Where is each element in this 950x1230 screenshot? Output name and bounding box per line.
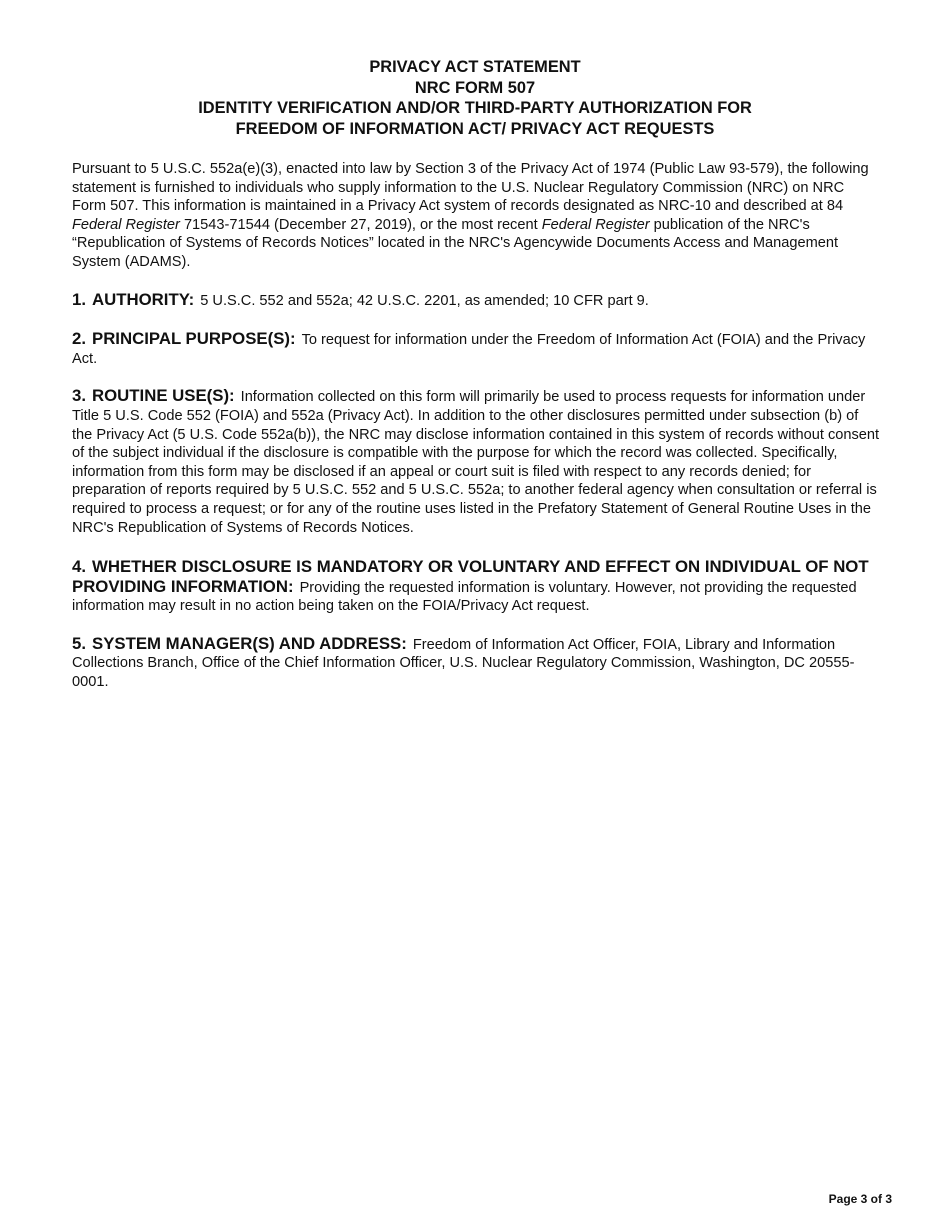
- section-heading: [72, 329, 296, 348]
- title-line-2: NRC FORM 507: [414, 78, 536, 97]
- section-number: 4.: [72, 557, 86, 577]
- page-number: Page 3 of 3: [828, 1192, 892, 1206]
- section-disclosure: [72, 558, 880, 616]
- intro-text-1: Pursuant to 5 U.S.C. 552a(e)(3), enacted into law by Section 3 of the Privacy Act of 1974 (Public Law 93-579), the following statement is furnished to individuals who supply information to the U.S. Nuclear Regulatory Commission (NRC) on NRC Form 507. This information is maintained in a Privacy Act system of records designated as NRC-10 and described at 84: [72, 161, 869, 215]
- section-principal-purpose: [72, 330, 880, 368]
- section-heading: [72, 386, 235, 405]
- title-line-1: PRIVACY ACT STATEMENT: [369, 58, 581, 76]
- section-number: 2.: [72, 329, 86, 349]
- section-text: Freedom of Information Act Officer, FOIA, Library and Information Collections Branch, Office of the Chief Information Officer, U.S. Nuclear Regulatory Commission, Washington, DC 20555-0001.: [72, 636, 855, 691]
- intro-text-2: 71543-71544 (December 27, 2019), or the most recent: [179, 216, 542, 233]
- section-authority: [72, 291, 880, 311]
- intro-italic-2: Federal Register: [541, 216, 650, 233]
- section-heading-text: AUTHORITY:: [92, 289, 195, 309]
- section-routine-use: [72, 387, 880, 537]
- document-title-block: [0, 57, 950, 139]
- section-heading: [72, 290, 194, 309]
- section-number: 5.: [72, 633, 86, 653]
- section-heading-text: PRINCIPAL PURPOSE(S):: [92, 329, 296, 349]
- section-heading-text: SYSTEM MANAGER(S) AND ADDRESS:: [92, 633, 407, 653]
- section-system-manager: [72, 635, 880, 692]
- section-number: 3.: [72, 386, 86, 406]
- section-text: Information collected on this form will primarily be used to process requests for information under Title 5 U.S. Code 552 (FOIA) and 552a (Privacy Act). In addition to the other disclosures permitted under subsection (b) of the Privacy Act (5 U.S. Code 552a(b)), the NRC may disclose information contained in this system of records without consent of the subject individual if the disclosure is compatible with the purpose for which the record was collected. Specifically, information from this form may be disclosed if an appeal or court suit is filed with respect to any records denied; for preparation of reports required by 5 U.S.C. 552 and 5 U.S.C. 552a; to another federal agency when consultation or referral is required to process a request; or for any of the routine uses listed in the Prefatory Statement of General Routine Uses in the NRC's Republication of Systems of Records Notices.: [72, 389, 880, 536]
- section-heading-text: WHETHER DISCLOSURE IS MANDATORY OR VOLUNTARY AND EFFECT ON INDIVIDUAL OF NOT PROVIDING INFORMATION:: [72, 557, 869, 596]
- section-number: 1.: [72, 289, 86, 309]
- section-text: 5 U.S.C. 552 and 552a; 42 U.S.C. 2201, as amended; 10 CFR part 9.: [200, 292, 649, 309]
- intro-italic-1: Federal Register: [72, 216, 180, 233]
- title-line-3: IDENTITY VERIFICATION AND/OR THIRD-PARTY AUTHORIZATION FOR: [198, 99, 752, 117]
- section-text: To request for information under the Freedom of Information Act (FOIA) and the Privacy Act.: [72, 332, 866, 367]
- intro-paragraph: [72, 160, 880, 272]
- section-heading-text: ROUTINE USE(S):: [92, 386, 235, 406]
- section-heading: [72, 634, 407, 653]
- document-body: [72, 160, 880, 692]
- title-line-4: FREEDOM OF INFORMATION ACT/ PRIVACY ACT REQUESTS: [235, 119, 715, 138]
- intro-text-3: publication of the NRC's “Republication of Systems of Records Notices” located in the NRC's Agencywide Documents Access and Management System (ADAMS).: [72, 216, 839, 270]
- section-text: Providing the requested information is voluntary. However, not providing the requested information may result in no action being taken on the FOIA/Privacy Act request.: [72, 579, 857, 615]
